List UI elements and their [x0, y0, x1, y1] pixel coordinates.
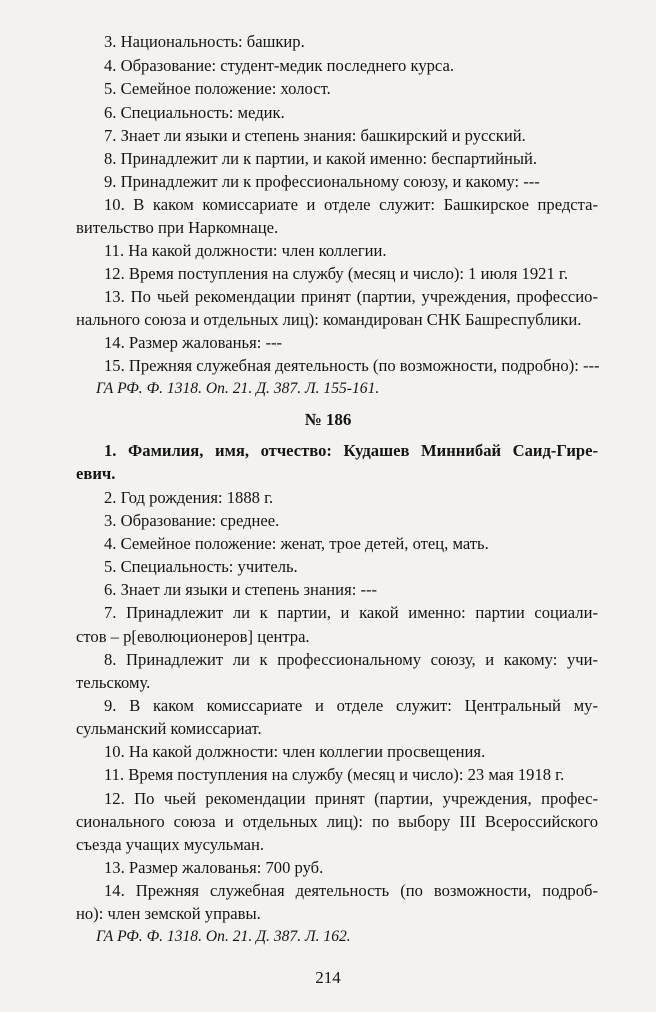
text-line: нального союза и отдельных лиц): командирован СНК Башреспублики.	[76, 310, 582, 329]
text-line: 15. Прежняя служебная деятельность (по возможности, подробно): ---	[104, 356, 600, 375]
page-number: 214	[315, 968, 341, 987]
text-line: 2. Год рождения: 1888 г.	[104, 488, 274, 507]
text-line: 4. Семейное положение: женат, трое детей, отец, мать.	[104, 534, 489, 553]
text-line: 10. В каком комиссариате и отделе служит: Башкирское предста-	[104, 195, 598, 214]
text-line: съезда учащих мусульман.	[76, 835, 264, 854]
text-line: 3. Национальность: башкир.	[104, 32, 305, 51]
archive-source: ГА РФ. Ф. 1318. Оп. 21. Д. 387. Л. 162.	[96, 928, 351, 945]
text-line: 12. По чьей рекомендации принят (партии, учреждения, профес-	[104, 789, 598, 808]
text-line: стов – р[еволюционеров] центра.	[76, 627, 310, 646]
text-line: евич.	[76, 464, 116, 483]
text-line: 11. Время поступления на службу (месяц и число): 23 мая 1918 г.	[104, 765, 565, 784]
text-line: 3. Образование: среднее.	[104, 511, 280, 530]
text-line: 8. Принадлежит ли к профессиональному союзу, и какому: учи-	[104, 650, 598, 669]
archive-source: ГА РФ. Ф. 1318. Оп. 21. Д. 387. Л. 155-161.	[96, 380, 380, 397]
text-line: 5. Специальность: учитель.	[104, 557, 298, 576]
text-line: 11. На какой должности: член коллегии.	[104, 241, 387, 260]
text-line: 9. Принадлежит ли к профессиональному союзу, и какому: ---	[104, 172, 540, 191]
text-line: 6. Специальность: медик.	[104, 103, 285, 122]
text-line: 10. На какой должности: член коллегии просвещения.	[104, 742, 486, 761]
text-line: 14. Прежняя служебная деятельность (по возможности, подроб-	[104, 881, 598, 900]
text-line: 4. Образование: студент-медик последнего курса.	[104, 56, 455, 75]
document-number: № 186	[304, 410, 352, 429]
text-line: сионального союза и отдельных лиц): по выбору III Всероссийского	[76, 812, 598, 831]
text-line: 1. Фамилия, имя, отчество: Кудашев Миннибай Саид-Гире-	[104, 441, 598, 460]
text-line: 13. Размер жалованья: 700 руб.	[104, 858, 324, 877]
text-line: 6. Знает ли языки и степень знания: ---	[104, 580, 378, 599]
text-line: но): член земской управы.	[76, 904, 261, 923]
text-line: 7. Знает ли языки и степень знания: башкирский и русский.	[104, 126, 526, 145]
text-line: 12. Время поступления на службу (месяц и число): 1 июля 1921 г.	[104, 264, 568, 283]
text-line: 13. По чьей рекомендации принят (партии, учреждения, профессио-	[104, 287, 598, 306]
text-line: тельскому.	[76, 673, 151, 692]
text-line: вительство при Наркомнаце.	[76, 218, 279, 237]
text-line: 5. Семейное положение: холост.	[104, 79, 331, 98]
text-line: 7. Принадлежит ли к партии, и какой именно: партии социали-	[104, 603, 598, 622]
text-line: сульманский комиссариат.	[76, 719, 262, 738]
text-line: 14. Размер жалованья: ---	[104, 333, 283, 352]
text-line: 8. Принадлежит ли к партии, и какой именно: беспартийный.	[104, 149, 538, 168]
text-line: 9. В каком комиссариате и отделе служит: Центральный му-	[104, 696, 598, 715]
